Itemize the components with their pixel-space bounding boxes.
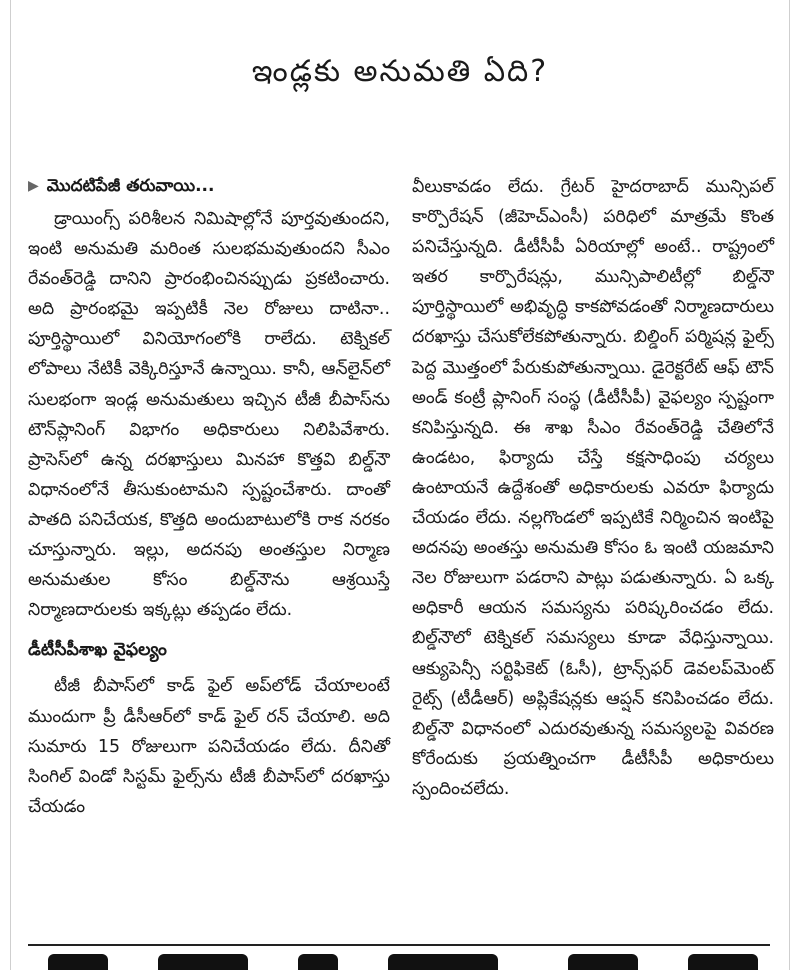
left-column <box>28 172 390 822</box>
headline: ఇండ్లకు అనుమతి ఏది? <box>251 54 549 89</box>
section-divider <box>28 944 770 946</box>
right-column <box>412 172 774 804</box>
body-paragraph: వీలుకావడం లేదు. గ్రేటర్ హైదరాబాద్ మున్సిపల్ కార్పొరేషన్ (జీహెచ్ఎంసీ) పరిధిలో మాత్రమే కొంత పనిచేస్తున్నది. డీటీసీపీ ఏరియాల్లో అంటే.. రాష్ట్రంలో ఇతర కార్పొరేషన్లు, మున్సిపాలిటీల్లో బిల్డ్‌నౌ పూర్తిస్థాయిలో అభివృద్ధి కాకపోవడంతో నిర్మాణదారులు దరఖాస్తు చేసుకోలేకపోతున్నారు. బిల్డింగ్ పర్మిషన్ల ఫైల్స్ పెద్ద మొత్తంలో పేరుకుపోతున్నాయి. డైరెక్టరేట్ ఆఫ్ టౌన్ అండ్ కంట్రీ ప్లానింగ్ సంస్థ (డీటీసీపీ) వైఫల్యం స్పష్టంగా కనిపిస్తున్నది. ఈ శాఖ సీఎం రేవంత్‌రెడ్డి చేతిలోనే ఉండటం, ఫిర్యాదు చేస్తే కక్షసాధింపు చర్యలు ఉంటాయనే ఉద్దేశంతో అధికారులకు ఎవరూ ఫిర్యాదు చేయడం లేదు. నల్లగొండలో ఇప్పటికే నిర్మించిన ఇంటిపై అదనపు అంతస్తు అనుమతి కోసం ఓ ఇంటి యజమాని నెల రోజులుగా పడరాని పాట్లు పడుతున్నారు. ఏ ఒక్క అధికారీ ఆయన సమస్యను పరిష్కరించడం లేదు. బిల్డ్‌నౌలో టెక్నికల్ సమస్యలు కూడా వేధిస్తున్నాయి. ఆక్యుపెన్సీ సర్టిఫికెట్ (ఓసీ), ట్రాన్స్‌ఫర్ డెవలప్‌మెంట్ రైట్స్ (టీడీఆర్) అప్లికేషన్లకు ఆప్షన్ కనిపించడం లేదు. బిల్డ్‌నౌ విధానంలో ఎదురవుతున్న సమస్యలపై వివరణ కోరేందుకు ప్రయత్నించగా డీటీసీపీ అధికారులు స్పందించలేదు. <box>412 177 774 799</box>
next-headline-clipped <box>28 954 770 970</box>
body-paragraph: టీజీ బీపాస్‌లో కాడ్ ఫైల్ అప్‌లోడ్ చేయాలంటే ముందుగా ప్రీ డీసీఆర్‌లో కాడ్ ఫైల్ రన్ చేయాలి. అది సుమారు 15 రోజులుగా పనిచేయడం లేదు. దీనితో సింగిల్ విండో సిస్టమ్ ఫైల్స్‌ను టీజీ బీపాస్‌లో దరఖాస్తు చేయడం <box>28 676 390 817</box>
chevron-right-icon: ▶ <box>28 177 39 194</box>
body-paragraph: డ్రాయింగ్స్ పరిశీలన నిమిషాల్లోనే పూర్తవుతుందని, ఇంటి అనుమతి మరింత సులభమవుతుందని సీఎం రేవంత్‌రెడ్డి దానిని ప్రారంభించినప్పుడు ప్రకటించారు. అది ప్రారంభమై ఇప్పటికీ నెల రోజులు దాటినా.. పూర్తిస్థాయిలో వినియోగంలోకి రాలేదు. టెక్నికల్ లోపాలు నేటికీ వెక్కిరిస్తూనే ఉన్నాయి. కానీ, ఆన్‌లైన్‌లో సులభంగా ఇండ్ల అనుమతులు ఇచ్చిన టీజీ బీపాస్‌ను టౌన్‌ప్లానింగ్ విభాగం అధికారులు నిలిపివేశారు. ప్రాసెస్‌లో ఉన్న దరఖాస్తులు మినహా కొత్తవి బిల్డ్‌నౌ విధానంలోనే తీసుకుంటామని స్పష్టంచేశారు. దాంతో పాతది పనిచేయక, కొత్తది అందుబాటులోకి రాక నరకం చూస్తున్నారు. ఇల్లు, అదనపు అంతస్తుల నిర్మాణ అనుమతుల కోసం బిల్డ్‌నౌను ఆశ్రయిస్తే నిర్మాణదారులకు ఇక్కట్లు తప్పడం లేదు. <box>28 209 390 621</box>
subheading: డీటీసీపీశాఖ వైఫల్యం <box>28 640 167 661</box>
kicker-text: మొదటిపేజీ తరువాయి... <box>46 175 215 196</box>
continuation-kicker <box>28 172 390 200</box>
